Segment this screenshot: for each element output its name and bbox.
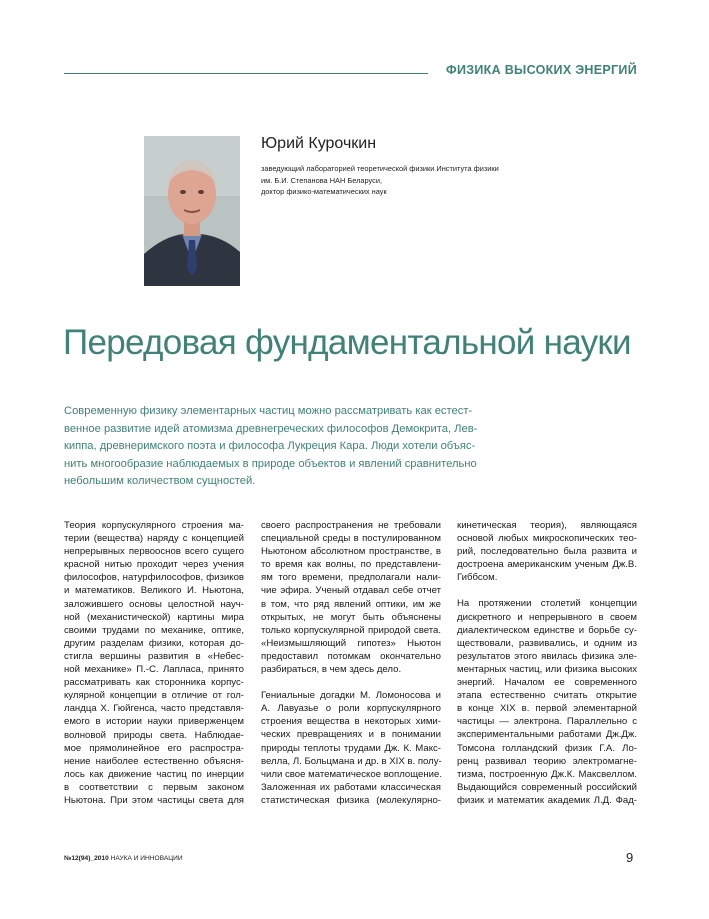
body-line: лось как движение частиц по инерции [64, 768, 244, 780]
author-photo [144, 136, 240, 286]
body-line: ям того времени, предполагали нали- [261, 572, 441, 584]
body-line: физик и математик академик Л.Д. Фад- [457, 794, 637, 806]
body-line: Теория корпускулярного строения ма- [64, 520, 244, 531]
body-line: в конце XIX в. первой элементарной [457, 703, 637, 715]
body-line: Выдающийся современный российский [457, 781, 637, 793]
author-info-line: им. Б.И. Степанова НАН Беларуси, [261, 175, 383, 185]
body-line: Ньютоном абсолютном пространстве, в [261, 546, 441, 558]
body-line: А. Лавуазье о роли корпускулярного [261, 703, 441, 715]
body-line: красной нитью проходит через учения [64, 559, 244, 571]
lead-line: киппа, древнеримского поэта и философа Лукреция Кара. Люди хотели объяс- [64, 440, 476, 453]
body-line: строения вещества в некоторых хими- [261, 716, 441, 728]
body-line: ной механике» П.-С. Лапласа, принято [64, 664, 244, 676]
footer-journal: НАУКА И ИННОВАЦИИ [110, 855, 183, 862]
body-column-3 [457, 519, 637, 807]
body-line: частицы — электрона. Параллельно с [457, 716, 637, 728]
body-line: в соответствии с первым законом [64, 781, 244, 793]
body-line: нение наиболее естественно объясня- [64, 755, 244, 767]
body-line: дискретного и непрерывного в своем [457, 611, 637, 623]
body-line: Заложенная их работами классическая [261, 781, 441, 793]
body-line: специальной среды в постулированном [261, 533, 441, 545]
body-line: открытых, не могут быть объяснены [261, 611, 441, 623]
body-line: другим разделам физики, которая до- [64, 637, 244, 649]
body-line: кинетическая теория), являющаяся [457, 520, 637, 531]
body-line: терии (вещества) наряду с концепцией [64, 533, 244, 545]
author-info-line: доктор физико-математических наук [261, 187, 387, 197]
body-line: стигла вершины развития в «Небес- [64, 650, 244, 662]
body-line: емого в истории науки приверженцем [64, 716, 244, 728]
body-line: статистическая физика (молекулярно- [261, 794, 441, 806]
body-line: ренц развивал теорию электромагне- [457, 755, 637, 767]
lead-line: нить многообразие наблюдаемых в природе объектов и явлений сравнительно [64, 457, 477, 470]
author-info-line: заведующий лабораторией теоретической физики Института физики [261, 164, 499, 173]
body-line: волновой природы света. Наблюдае- [64, 729, 244, 741]
lead-line: Современную физику элементарных частиц можно рассматривать как естест- [64, 405, 473, 417]
body-line: в том, что ряд явлений оптики, им же [261, 598, 441, 610]
body-line: только корпускулярной природой света. [261, 624, 441, 636]
section-title: ФИЗИКА ВЫСОКИХ ЭНЕРГИЙ [446, 63, 637, 77]
body-line: диалектическом единстве и борьбе су- [457, 624, 637, 636]
body-line: и математиков. Великого И. Ньютона, [64, 585, 244, 597]
body-column-1 [64, 519, 244, 807]
body-line: велла, Л. Больцмана и др. в XIX в. полу- [261, 755, 442, 767]
header-rule [64, 73, 428, 74]
body-line: Томсона голландский физик Г.А. Ло- [457, 742, 637, 754]
lead-line: венное развитие идей атомизма древнегреческих философов Демокрита, Лев- [64, 422, 478, 435]
body-line: кулярной концепции в отличие от гол- [64, 690, 244, 702]
body-line: чили свое математическое воплощение. [261, 768, 443, 780]
body-line: мое прямолинейное его распростра- [64, 742, 244, 754]
body-line: ной (механистической) картины мира [64, 611, 244, 623]
body-line: Гениальные догадки М. Ломоносова и [261, 690, 441, 702]
body-line: философов, натурфилософов, физиков [64, 572, 244, 584]
footer [64, 855, 183, 862]
body-line: своего распространения не требовали [261, 520, 441, 531]
body-line: своими трудами по механике, оптике, [64, 624, 244, 636]
footer-issue: №12(94)_2010 [64, 855, 109, 862]
body-line: Гиббсом. [457, 572, 498, 584]
body-line: результатов этого явилась физика эле- [457, 650, 637, 662]
body-line: то время как волны, по представлени- [261, 559, 441, 571]
body-line: этапа естественно считать открытие [457, 690, 637, 702]
body-line: Ньютона. При этом частицы света для [64, 794, 244, 806]
body-line: тизма, построенную Дж.К. Максвеллом. [457, 768, 637, 780]
author-name: Юрий Курочкин [261, 135, 377, 152]
body-line: ландца Х. Гюйгенса, часто представля- [64, 703, 244, 715]
body-line: На протяжении столетий концепции [457, 598, 637, 610]
article-lead [64, 403, 478, 491]
body-line: разбираться, в чем здесь дело. [261, 664, 402, 676]
body-line: рассматривать как сторонника корпус- [64, 677, 244, 689]
body-line: «Неизмышляющий гипотез» Ньютон [261, 637, 441, 649]
page-number: 9 [626, 850, 634, 865]
body-line: ческих превращениях и в понимании [261, 729, 441, 741]
body-line: достроена американским ученым Дж.В. [457, 559, 637, 571]
body-line: заложившего основы целостной науч- [64, 598, 244, 610]
body-line: экспериментальными работами Дж.Дж. [457, 729, 637, 741]
body-line: предоставил потомкам окончательно [261, 650, 441, 662]
body-line: энергий. Началом ее современного [457, 677, 637, 689]
body-line: ществовали, развивались, и одним из [457, 637, 637, 649]
lead-line: небольшим количеством сущностей. [64, 475, 256, 488]
body-line: чие эфира. Ученый отдавал себе отчет [261, 585, 441, 597]
paragraph-gap [457, 584, 637, 597]
author-info [261, 163, 531, 198]
paragraph-gap [261, 676, 441, 689]
article-title: Передовая фундаментальной науки [63, 323, 631, 362]
body-line: рий, последовательно была развита и [457, 546, 637, 558]
body-line: непрерывных первооснов всего сущего [64, 546, 244, 558]
body-line: основой любых микроскопических тео- [457, 533, 637, 545]
body-line: природы теплоты трудами Дж. К. Макс- [261, 742, 441, 754]
body-line: ментарных частиц, или физика высоких [457, 663, 637, 675]
body-column-2 [261, 519, 441, 807]
